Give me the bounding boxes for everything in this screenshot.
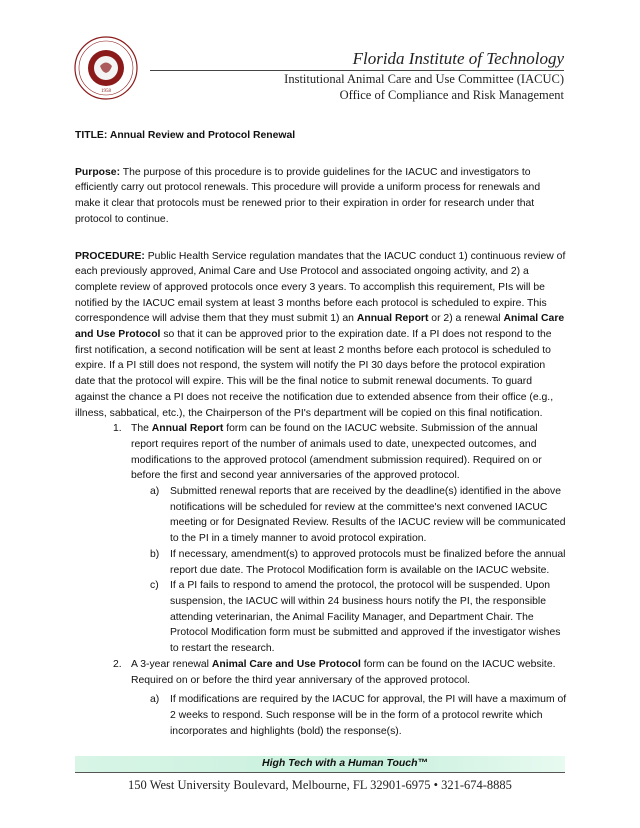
annual-report-term: Annual Report [356, 313, 429, 325]
list-item-text: The [131, 423, 152, 435]
sub-item-letter: a) [150, 694, 160, 706]
sub-item-letter: b) [150, 548, 160, 560]
svg-text:1958: 1958 [101, 89, 111, 94]
list-item-term: Animal Care and Use Protocol [211, 658, 361, 670]
office-name: Office of Compliance and Risk Management [339, 88, 564, 102]
list-item [75, 421, 567, 484]
procedure-list [75, 421, 567, 739]
sub-item-text: Submitted renewal reports that are received by the deadline(s) identified in the above notifications will be scheduled for review at the committee's next convened IACUC meeting or for Designated Review. Results of the IACUC review will be communicated to the PI in a timely manner to avoid protocol expiration. [170, 486, 566, 545]
procedure-label: PROCEDURE: [75, 250, 145, 262]
list-item-term: Annual Report [151, 423, 224, 435]
procedure-text: Public Health Service regulation mandates that the IACUC conduct 1) continuous review of each previously approved, Animal Care and Use Protocol and associated ongoing activity, and 2) a complete review of approved protocols once every 3 years. To accomplish this requirement, PIs will be notified by the IACUC email system at least 3 months before each protocol is scheduled to expire. This correspondence will advise them that they must submit 1) an [75, 250, 566, 325]
list-item-number: 1. [113, 423, 122, 435]
list-item-text: form can be found on the IACUC website. Required on or before the third year anniversary of the approved protocol. [131, 658, 556, 686]
list-item [75, 657, 567, 688]
purpose-paragraph [75, 165, 567, 228]
sub-list-item [75, 578, 567, 657]
university-seal-logo [74, 36, 138, 100]
procedure-paragraph [75, 249, 567, 422]
procedure-text: or 2) a renewal [428, 313, 504, 325]
footer-divider [75, 772, 565, 773]
institution-name: Florida Institute of Technology [352, 49, 564, 68]
header-divider [150, 70, 564, 71]
list-item-number: 2. [113, 658, 122, 670]
sub-item-text: If modifications are required by the IACUC for approval, the PI will have a maximum of 2 weeks to respond. Such response will be in the form of a protocol rewrite which incorporates and highlights (bold) the response(s). [170, 694, 567, 737]
protocol-term: Animal Care and Use Protocol [75, 313, 565, 341]
purpose-text: The purpose of this procedure is to provide guidelines for the IACUC and investigators to efficiently carry out protocol renewals. This procedure will provide a uniform process for renewals and make it clear that protocols must be renewed prior to their expiration in order for research under that protocol to continue. [75, 166, 541, 225]
document-title: TITLE: Annual Review and Protocol Renewal [75, 130, 296, 141]
purpose-label: Purpose: [75, 166, 121, 178]
sub-list-item [75, 547, 567, 578]
committee-name: Institutional Animal Care and Use Committee (IACUC) [284, 72, 564, 86]
list-item-text: form can be found on the IACUC website. Submission of the annual report requires report of the number of animals used to date, unexpected outcomes, and modifications to the approved protocol (amendment submission required). Required on or before the first and second year anniversaries of the approved protocol. [131, 423, 542, 482]
sub-item-text: If a PI fails to respond to amend the protocol, the protocol will be suspended. Upon suspension, the IACUC will within 24 business hours notify the PI, the responsible attending veterinarian, the Animal Facility Manager, and Department Chair. The Protocol Modification form must be submitted and approved if the investigator wishes to restart the research. [170, 580, 561, 655]
sub-list-item [75, 484, 567, 547]
list-item-text: A 3-year renewal [131, 658, 212, 670]
document-body [75, 128, 567, 739]
procedure-text: so that it can be approved prior to the expiration date. If a PI does not respond to the first notification, a second notification will be sent at least 2 months before each protocol is scheduled to expire. If a PI still does not respond, the system will notify the PI 30 days before the protocol expiration date that the protocol will expire. This will be the final notice to submit renewal documents. To guard against the chance a PI does not receive the notification due to extended absence from their office (e.g., illness, sabbatical, etc.), the Chairperson of the PI's department will be copied on this final notification. [75, 329, 554, 419]
footer-address: 150 West University Boulevard, Melbourne, FL 32901-6975 • 321-674-8885 [128, 778, 512, 792]
sub-item-letter: a) [150, 486, 160, 498]
sub-list-item [75, 692, 567, 739]
sub-item-letter: c) [150, 580, 159, 592]
footer-tagline: High Tech with a Human Touch™ [262, 757, 429, 769]
sub-item-text: If necessary, amendment(s) to approved protocols must be finalized before the annual report due date. The Protocol Modification form is available on the IACUC website. [170, 548, 566, 576]
